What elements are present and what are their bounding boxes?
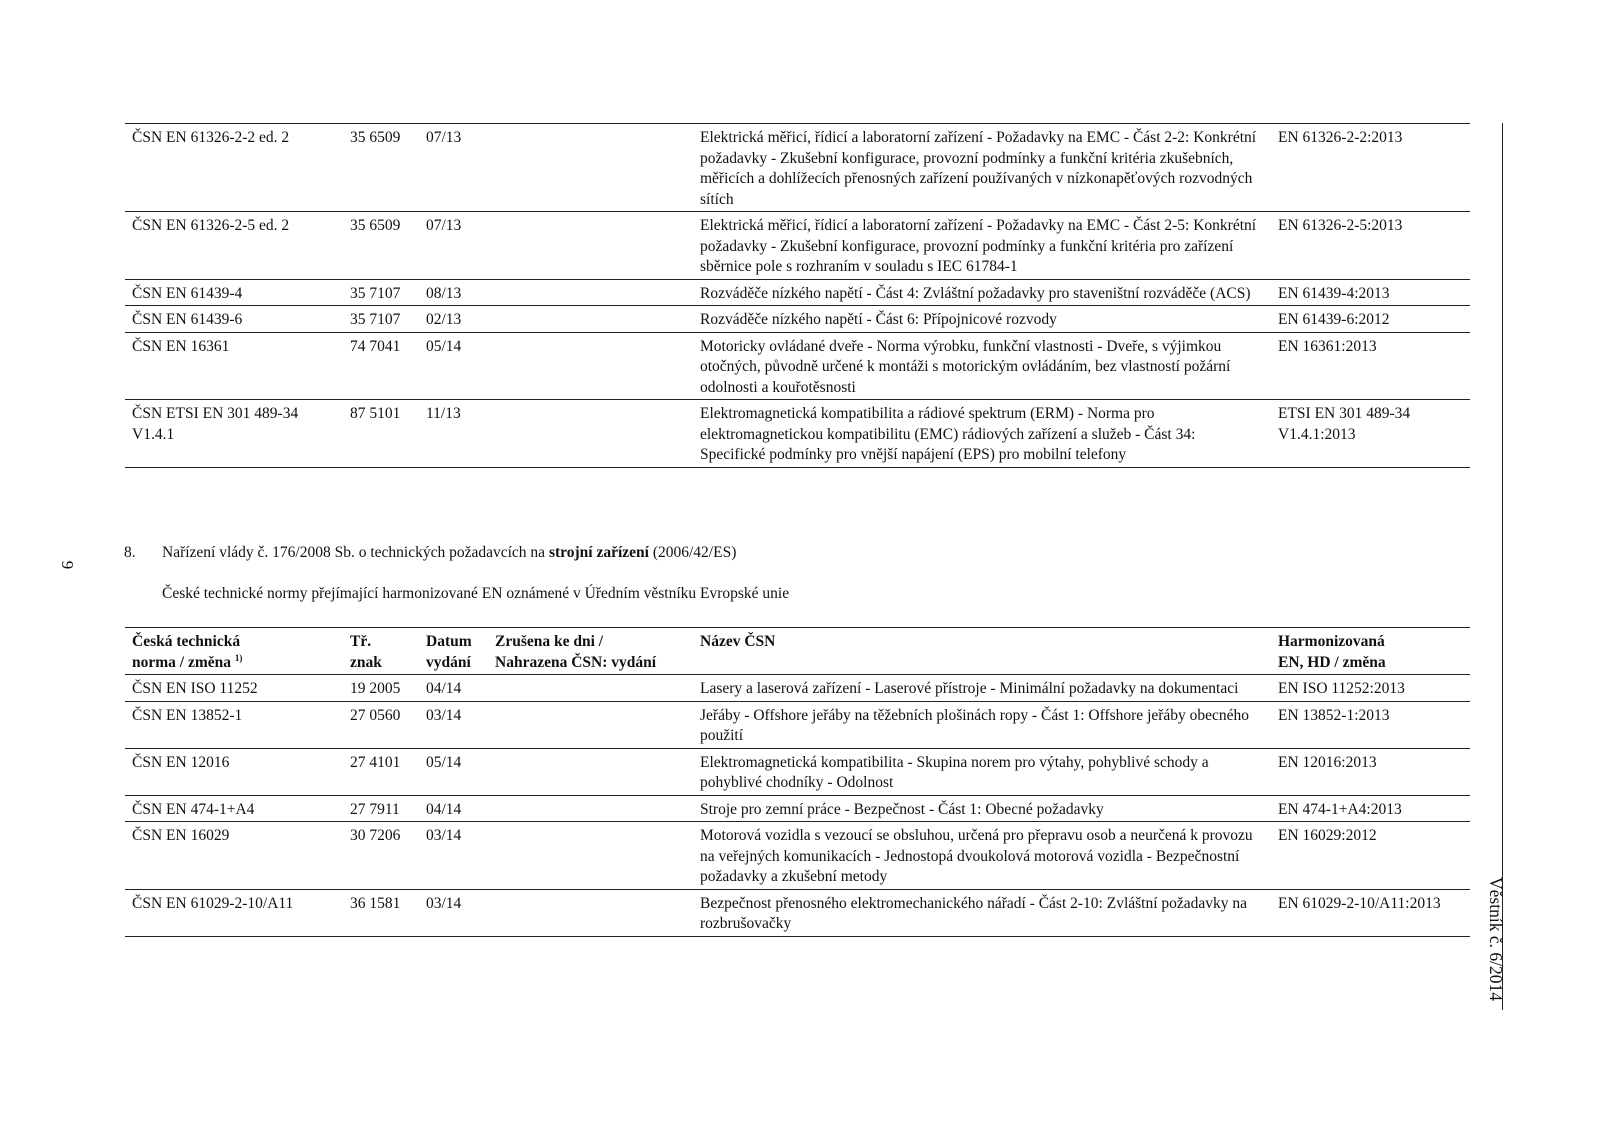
- cell-cancelled: [488, 212, 693, 280]
- cell-issue-date: 11/13: [426, 405, 461, 422]
- cell-issue-date: 03/14: [426, 894, 462, 912]
- header-class-code: Tř. znak: [350, 633, 382, 671]
- cell-norm: ČSN EN 61439-6: [132, 311, 243, 328]
- cell-norm: ČSN EN 13852-1: [132, 706, 243, 724]
- table-row: [125, 675, 1470, 702]
- cell-norm: ČSN EN 16029: [132, 827, 230, 844]
- cell-norm: ČSN ETSI EN 301 489-34 V1.4.1: [132, 405, 299, 443]
- cell-issue-date: 05/14: [426, 337, 462, 355]
- journal-label: Věstník č. 6/2014: [1486, 877, 1506, 1001]
- cell-title: Elektromagnetická kompatibilita a rádiové spektrum (ERM) - Norma pro elektromagnetickou kompatibilitu (EMC) rádiových zařízení a služeb - Část 34: Specifické podmínky pro vnější napájení (EPS) pro mobilní telefony: [700, 405, 1196, 463]
- cell-norm: ČSN EN 16361: [132, 337, 230, 355]
- machinery-table-body: [125, 675, 1470, 937]
- cell-issue-date: 03/14: [426, 706, 462, 724]
- cell-harmonized: EN 474-1+A4:2013: [1278, 800, 1402, 818]
- table-row: [125, 279, 1470, 306]
- header-issue-date: Datum vydání: [426, 633, 472, 671]
- cell-cancelled: [488, 822, 693, 890]
- cell-issue-date: 04/14: [426, 680, 462, 697]
- cell-class-code: 35 7107: [350, 284, 401, 302]
- header-cancelled: Zrušena ke dni / Nahrazena ČSN: vydání: [495, 633, 657, 671]
- cell-cancelled: [488, 795, 693, 822]
- cell-class-code: 35 7107: [350, 311, 401, 328]
- cell-cancelled: [488, 124, 693, 212]
- cell-norm: ČSN EN 12016: [132, 753, 230, 771]
- cell-title: Motorová vozidla s vezoucí se obsluhou, určená pro přepravu osob a neurčená k provozu na veřejných komunikacích - Jednostopá dvoukolová motorová vozidla - Bezpečnostní požadavky a zkušební metody: [700, 827, 1253, 885]
- cell-title: Elektromagnetická kompatibilita - Skupina norem pro výtahy, pohyblivé schody a pohyblivé chodníky - Odolnost: [700, 753, 1209, 791]
- cell-cancelled: [488, 748, 693, 795]
- cell-harmonized: ETSI EN 301 489-34 V1.4.1:2013: [1278, 405, 1411, 443]
- cell-title: Rozváděče nízkého napětí - Část 6: Přípojnicové rozvody: [700, 311, 1057, 328]
- cell-cancelled: [488, 279, 693, 306]
- table-row: [125, 889, 1470, 936]
- table-row: [125, 212, 1470, 280]
- cell-norm: ČSN EN 61326-2-5 ed. 2: [132, 217, 290, 234]
- cell-title: Lasery a laserová zařízení - Laserové přístroje - Minimální požadavky na dokumentaci: [700, 680, 1239, 697]
- cell-class-code: 27 0560: [350, 706, 401, 724]
- cell-issue-date: 08/13: [426, 284, 462, 302]
- table-row: [125, 124, 1470, 212]
- table-row: [125, 306, 1470, 333]
- cell-class-code: 19 2005: [350, 680, 401, 697]
- cell-harmonized: EN 61326-2-2:2013: [1278, 129, 1403, 146]
- cell-harmonized: EN 61439-6:2012: [1278, 311, 1390, 328]
- cell-harmonized: EN 61326-2-5:2013: [1278, 217, 1403, 234]
- cell-norm: ČSN EN 61439-4: [132, 284, 243, 302]
- cell-class-code: 30 7206: [350, 827, 401, 844]
- table-header-row: [125, 628, 1470, 675]
- cell-title: Elektrická měřicí, řídicí a laboratorní zařízení - Požadavky na EMC - Část 2-2: Konkrétní požadavky - Zkušební konfigurace, provozní podmínky a funkční kritéria zkušebních, měřicích a dohlížecích přenosných zařízení používaných v nízkonapěťových rozvodných sítích: [700, 129, 1257, 208]
- cell-title: Motoricky ovládané dveře - Norma výrobku, funkční vlastnosti - Dveře, s výjimkou otočných, původně určené k montáži s motorickým ovládáním, bez vlastností požární odolnosti a kouřotěsnosti: [700, 337, 1231, 396]
- page-number: 9: [58, 560, 77, 570]
- cell-harmonized: EN 13852-1:2013: [1278, 706, 1390, 724]
- cell-issue-date: 07/13: [426, 217, 462, 234]
- table-row: [125, 795, 1470, 822]
- cell-norm: ČSN EN 61326-2-2 ed. 2: [132, 129, 290, 146]
- cell-title: Rozváděče nízkého napětí - Část 4: Zvláštní požadavky pro staveništní rozváděče (ACS): [700, 284, 1251, 302]
- header-harmonized: Harmonizovaná EN, HD / změna: [1278, 633, 1386, 671]
- cell-norm: ČSN EN 61029-2-10/A11: [132, 894, 294, 912]
- cell-cancelled: [488, 400, 693, 468]
- cell-class-code: 36 1581: [350, 894, 401, 912]
- cell-harmonized: EN 61029-2-10/A11:2013: [1278, 894, 1441, 912]
- cell-class-code: 35 6509: [350, 129, 401, 146]
- cell-harmonized: EN 61439-4:2013: [1278, 284, 1390, 302]
- cell-harmonized: EN 16361:2013: [1278, 337, 1377, 355]
- cell-harmonized: EN ISO 11252:2013: [1278, 680, 1405, 697]
- section-text-before: Nařízení vlády č. 176/2008 Sb. o technických požadavcích na: [162, 544, 549, 561]
- cell-issue-date: 05/14: [426, 753, 462, 771]
- section-text-bold: strojní zařízení: [548, 544, 649, 561]
- cell-title: Stroje pro zemní práce - Bezpečnost - Část 1: Obecné požadavky: [700, 800, 1104, 818]
- cell-cancelled: [488, 889, 693, 936]
- cell-cancelled: [488, 701, 693, 748]
- cell-title: Bezpečnost přenosného elektromechanického nářadí - Část 2-10: Zvláštní požadavky na rozbrušovačky: [700, 894, 1248, 932]
- cell-class-code: 87 5101: [350, 405, 401, 422]
- machinery-standards-table: [125, 627, 1470, 937]
- cell-cancelled: [488, 675, 693, 702]
- table-row: [125, 822, 1470, 890]
- cell-harmonized: EN 16029:2012: [1278, 827, 1377, 844]
- cell-class-code: 27 4101: [350, 753, 401, 771]
- standards-table-continued: [125, 123, 1470, 468]
- header-title: Název ČSN: [700, 633, 776, 650]
- cell-title: Elektrická měřicí, řídicí a laboratorní zařízení - Požadavky na EMC - Část 2-5: Konkrétní požadavky - Zkušební konfigurace, provozní podmínky a funkční kritéria pro zařízení sběrnice pole s rozhraním v souladu s IEC 61784-1: [700, 217, 1257, 275]
- section-number: 8.: [124, 544, 136, 561]
- cell-norm: ČSN EN ISO 11252: [132, 680, 258, 697]
- cell-norm: ČSN EN 474-1+A4: [132, 800, 255, 818]
- cell-class-code: 35 6509: [350, 217, 401, 234]
- section-subtitle: České technické normy přejímající harmonizované EN oznámené v Úředním věstníku Evropské unie: [162, 585, 790, 602]
- section-text-after: (2006/42/ES): [648, 544, 737, 561]
- table-row: [125, 748, 1470, 795]
- standards-table-body: [125, 124, 1470, 468]
- cell-cancelled: [488, 332, 693, 400]
- cell-harmonized: EN 12016:2013: [1278, 753, 1377, 771]
- cell-title: Jeřáby - Offshore jeřáby na těžebních plošinách ropy - Část 1: Offshore jeřáby obecného použití: [700, 706, 1250, 744]
- cell-issue-date: 03/14: [426, 827, 462, 844]
- table-row: [125, 400, 1470, 468]
- table-row: [125, 701, 1470, 748]
- table-row: [125, 332, 1470, 400]
- header-norm: Česká technická norma / změna $^{1)}$: [132, 633, 243, 671]
- cell-issue-date: 04/14: [426, 800, 462, 818]
- cell-class-code: 27 7911: [350, 800, 400, 818]
- cell-cancelled: [488, 306, 693, 333]
- cell-class-code: 74 7041: [350, 337, 401, 355]
- cell-issue-date: 02/13: [426, 311, 462, 328]
- section-heading: [124, 543, 1024, 564]
- cell-issue-date: 07/13: [426, 129, 462, 146]
